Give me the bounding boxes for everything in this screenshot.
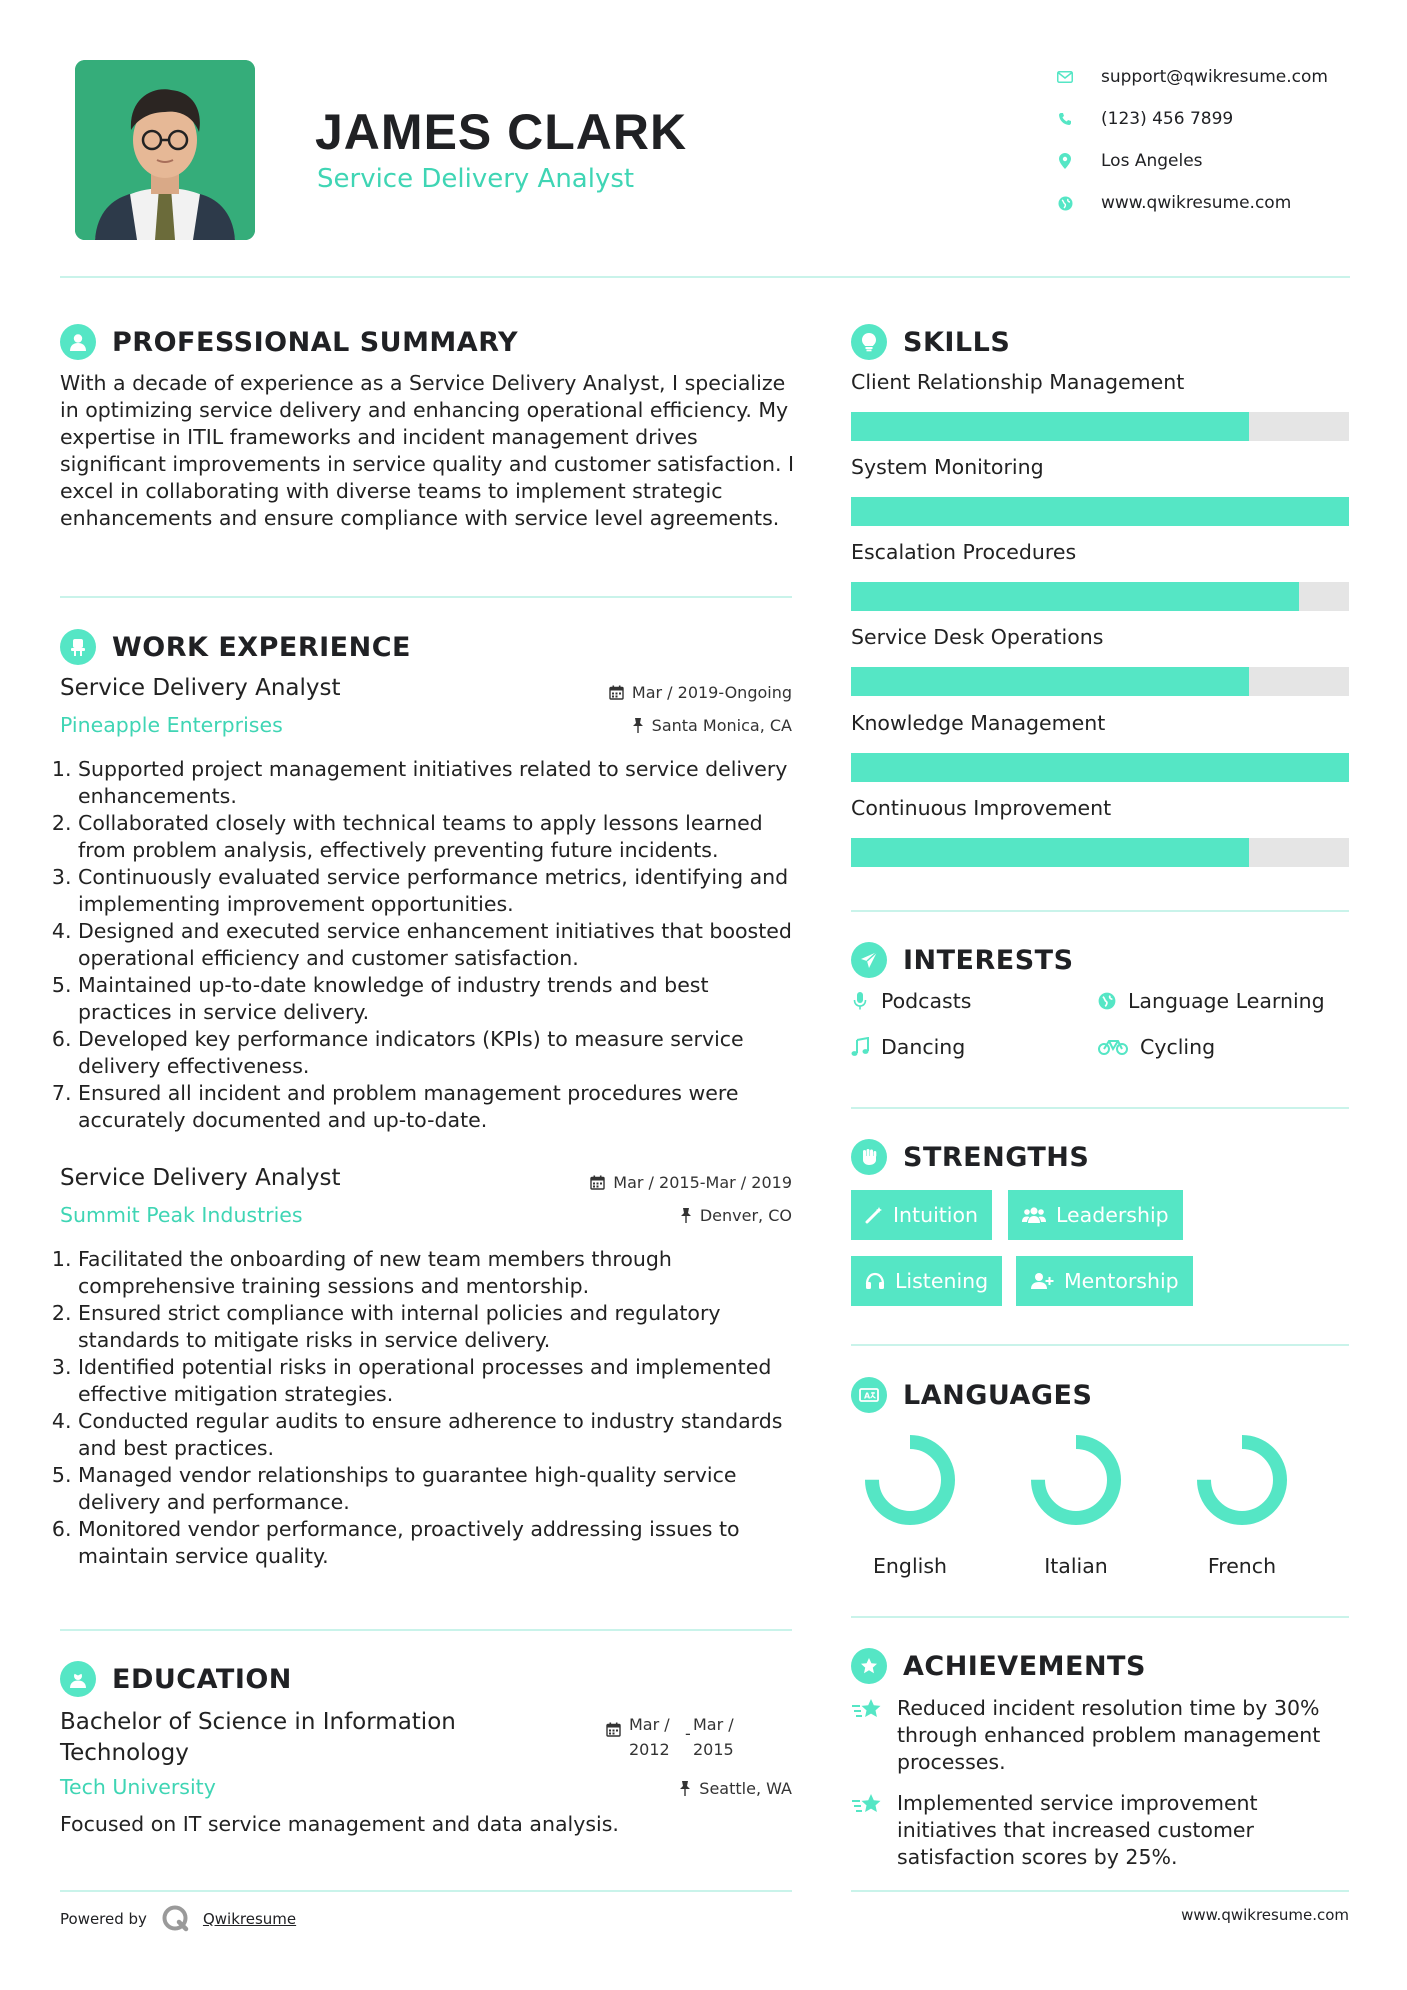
footer-website[interactable]: www.qwikresume.com: [1181, 1906, 1349, 1924]
strengths-heading: [851, 1139, 1089, 1175]
skill-label: Knowledge Management: [851, 711, 1106, 735]
language-label: Italian: [1044, 1554, 1108, 1578]
language-ring: [1026, 1430, 1126, 1530]
strength-label: Intuition: [893, 1203, 979, 1227]
education-start-month: Mar /: [629, 1715, 670, 1734]
lightbulb-icon: [851, 324, 887, 360]
interest-item: [851, 1035, 965, 1059]
education-school: Tech University: [60, 1775, 216, 1799]
skill-label: System Monitoring: [851, 455, 1044, 479]
magic-wand-icon: [865, 1206, 883, 1224]
envelope-icon: [1055, 67, 1075, 87]
job-2-title: Service Delivery Analyst: [60, 1165, 341, 1191]
microphone-icon: [851, 991, 869, 1011]
star-icon: [851, 1790, 885, 1871]
job-1-bullets: [60, 756, 800, 1134]
job-1-bullet: 2. Collaborated closely with technical teams to apply lessons learned from problem analysis, effectively preventing future incidents.: [78, 810, 800, 864]
headphones-icon: [865, 1272, 885, 1290]
languages-divider: [851, 1616, 1349, 1618]
calendar-icon: [609, 685, 624, 700]
skills-heading: [851, 324, 1010, 360]
skill-bar-fill: [851, 667, 1249, 696]
interests-divider: [851, 1107, 1349, 1109]
star-icon: [851, 1695, 885, 1776]
calendar-icon: [606, 1722, 621, 1737]
job-1-bullet: 6. Developed key performance indicators (KPIs) to measure service delivery effectiveness.: [78, 1026, 800, 1080]
skill-bar: [851, 412, 1349, 441]
job-1-company: Pineapple Enterprises: [60, 713, 283, 737]
job-2-date: [440, 1173, 792, 1192]
education-start-year: 2012: [629, 1740, 670, 1759]
job-2-bullets: [60, 1246, 800, 1570]
strength-tag: [1016, 1256, 1193, 1306]
skill-bar: [851, 838, 1349, 867]
education-description: Focused on IT service management and data analysis.: [60, 1812, 619, 1836]
contact-website[interactable]: [1055, 182, 1385, 224]
interest-label: Dancing: [881, 1035, 966, 1059]
job-2-location-text: Denver, CO: [699, 1206, 792, 1225]
skill-bar-fill: [851, 412, 1249, 441]
experience-divider: [60, 1629, 792, 1631]
job-2-bullet: 5. Managed vendor relationships to guarantee high-quality service delivery and performance.: [78, 1462, 800, 1516]
skill-bar: [851, 667, 1349, 696]
job-1-date-text: Mar / 2019-Ongoing: [631, 683, 792, 702]
contact-phone-text: (123) 456 7899: [1101, 109, 1234, 129]
calendar-icon: [590, 1175, 605, 1190]
job-2-company: Summit Peak Industries: [60, 1203, 303, 1227]
summary-divider: [60, 596, 792, 598]
globe-icon: [1098, 992, 1116, 1010]
strength-tag: [851, 1190, 992, 1240]
summary-text: With a decade of experience as a Service Delivery Analyst, I specialize in optimizing service delivery and enhancing operational efficiency. My expertise in ITIL frameworks and incident management drives significant improvements in service quality and customer satisfaction. I excel in collaborating with diverse teams to implement strategic enhancements and ensure compliance with service level agreements.: [60, 371, 795, 530]
header-divider: [60, 276, 1350, 278]
skill-bar-fill: [851, 582, 1299, 611]
job-1-bullet: 1. Supported project management initiatives related to service delivery enhancements.: [78, 756, 800, 810]
job-1-title: Service Delivery Analyst: [60, 675, 341, 701]
education-degree-line2: Technology: [60, 1740, 189, 1766]
user-icon: [60, 324, 96, 360]
skill-item: [851, 455, 1349, 526]
education-end: [693, 1712, 734, 1762]
achievements-divider: [851, 1890, 1349, 1892]
achievement-text: Implemented service improvement initiatives that increased customer satisfaction scores by 25%.: [897, 1791, 1258, 1869]
skill-bar-fill: [851, 753, 1349, 782]
education-degree-line1: Bachelor of Science in Information: [60, 1709, 456, 1735]
strength-tag: [851, 1256, 1002, 1306]
languages-heading: [851, 1377, 1092, 1413]
achievement-text: Reduced incident resolution time by 30% through enhanced problem management processes.: [897, 1696, 1321, 1774]
education-dates: [606, 1712, 734, 1762]
language-item: [850, 1430, 970, 1578]
pushpin-icon: [632, 718, 644, 733]
summary-title: PROFESSIONAL SUMMARY: [112, 326, 519, 358]
language-ring: [860, 1430, 960, 1530]
globe-icon: [1055, 193, 1075, 213]
candidate-name: JAMES CLARK: [315, 104, 688, 160]
job-1-date: [440, 683, 792, 702]
education-divider: [60, 1890, 792, 1892]
interest-label: Podcasts: [881, 989, 972, 1013]
skill-bar: [851, 753, 1349, 782]
skill-item: [851, 796, 1349, 867]
job-2-bullet: 6. Monitored vendor performance, proactively addressing issues to maintain service quality.: [78, 1516, 800, 1570]
education-end-year: 2015: [693, 1740, 734, 1759]
candidate-role: Service Delivery Analyst: [317, 164, 635, 194]
education-heading: [60, 1661, 292, 1697]
pushpin-icon: [679, 1781, 691, 1796]
interest-item: [851, 989, 971, 1013]
interests-title: INTERESTS: [903, 944, 1074, 976]
skill-item: [851, 625, 1349, 696]
skills-title: SKILLS: [903, 326, 1011, 358]
skill-label: Escalation Procedures: [851, 540, 1077, 564]
skills-divider: [851, 910, 1349, 912]
job-2-bullet: 1. Facilitated the onboarding of new team members through comprehensive training sessions and mentorship.: [78, 1246, 800, 1300]
skill-bar: [851, 582, 1349, 611]
strengths-divider: [851, 1344, 1349, 1346]
job-1-bullet: 3. Continuously evaluated service performance metrics, identifying and implementing improvement opportunities.: [78, 864, 800, 918]
language-label: English: [872, 1554, 948, 1578]
languages-title: LANGUAGES: [903, 1379, 1093, 1411]
language-item: [1182, 1430, 1302, 1578]
achievements-heading: [851, 1648, 1146, 1684]
strength-label: Mentorship: [1064, 1269, 1179, 1293]
phone-icon: [1055, 109, 1075, 129]
contact-email[interactable]: [1055, 56, 1385, 98]
star-badge-icon: [851, 1648, 887, 1684]
graduate-icon: [60, 1661, 96, 1697]
map-pin-icon: [1055, 151, 1075, 171]
skill-item: [851, 711, 1349, 782]
interests-heading: [851, 942, 1074, 978]
skill-bar: [851, 497, 1349, 526]
education-start: [629, 1712, 685, 1762]
job-1-location-text: Santa Monica, CA: [651, 716, 792, 735]
skill-label: Service Desk Operations: [851, 625, 1104, 649]
strength-label: Listening: [895, 1269, 989, 1293]
language-ring-arc: [1204, 1442, 1280, 1518]
music-note-icon: [851, 1037, 869, 1057]
language-item: [1016, 1430, 1136, 1578]
language-ring-arc: [1038, 1442, 1114, 1518]
education-location: [440, 1779, 792, 1798]
experience-title: WORK EXPERIENCE: [112, 631, 411, 663]
contact-website-text: www.qwikresume.com: [1101, 193, 1292, 213]
strengths-title: STRENGTHS: [903, 1141, 1090, 1173]
job-2-date-text: Mar / 2015-Mar / 2019: [613, 1173, 792, 1192]
skill-bar-fill: [851, 497, 1349, 526]
paper-plane-icon: [851, 942, 887, 978]
strength-tag: [1008, 1190, 1183, 1240]
achievement-item: [851, 1695, 1351, 1776]
strength-label: Leadership: [1056, 1203, 1169, 1227]
education-location-text: Seattle, WA: [699, 1779, 792, 1798]
job-2-location: [440, 1206, 792, 1225]
footer-powered: [60, 1904, 296, 1934]
interest-label: Language Learning: [1128, 989, 1325, 1013]
interest-item: [1098, 989, 1325, 1013]
job-1-bullet: 4. Designed and executed service enhancement initiatives that boosted operational efficiency and customer satisfaction.: [78, 918, 800, 972]
job-1-location: [440, 716, 792, 735]
bicycle-icon: [1098, 1038, 1128, 1056]
contact-location-text: Los Angeles: [1101, 151, 1203, 171]
skill-item: [851, 370, 1349, 441]
education-end-month: Mar /: [693, 1715, 734, 1734]
contact-phone[interactable]: [1055, 98, 1385, 140]
job-1-bullet: 7. Ensured all incident and problem management procedures were accurately documented and up-to-date.: [78, 1080, 800, 1134]
education-degree: [60, 1707, 456, 1769]
skill-bar-fill: [851, 838, 1249, 867]
language-ring: [1192, 1430, 1292, 1530]
contact-location: [1055, 140, 1385, 182]
skill-item: [851, 540, 1349, 611]
job-2-bullet: 4. Conducted regular audits to ensure adherence to industry standards and best practices.: [78, 1408, 800, 1462]
qwikresume-logo-icon: [161, 1904, 191, 1934]
skill-label: Client Relationship Management: [851, 370, 1185, 394]
powered-by-label: Powered by: [60, 1910, 147, 1928]
interest-label: Cycling: [1140, 1035, 1216, 1059]
contact-email-text: support@qwikresume.com: [1101, 67, 1328, 87]
pushpin-icon: [680, 1208, 692, 1223]
job-2-bullet: 3. Identified potential risks in operational processes and implemented effective mitigation strategies.: [78, 1354, 800, 1408]
profile-photo-illustration: [75, 60, 255, 240]
education-title: EDUCATION: [112, 1663, 292, 1695]
user-plus-icon: [1030, 1272, 1054, 1290]
svg-text:A: A: [864, 1391, 871, 1401]
group-icon: [1022, 1206, 1046, 1224]
fist-icon: [851, 1139, 887, 1175]
summary-heading: [60, 324, 518, 360]
skill-label: Continuous Improvement: [851, 796, 1112, 820]
language-label: French: [1207, 1554, 1277, 1578]
language-ring-arc: [872, 1442, 948, 1518]
education-date-separator: -: [685, 1724, 691, 1743]
contact-block: [1055, 56, 1385, 224]
profile-photo: [75, 60, 255, 240]
achievements-title: ACHIEVEMENTS: [903, 1650, 1146, 1682]
qwikresume-link[interactable]: Qwikresume: [202, 1910, 297, 1928]
experience-heading: [60, 629, 411, 665]
language-icon: [851, 1377, 887, 1413]
job-2-bullet: 2. Ensured strict compliance with internal policies and regulatory standards to mitigate risks in service delivery.: [78, 1300, 800, 1354]
achievement-item: [851, 1790, 1351, 1871]
chair-icon: [60, 629, 96, 665]
interest-item: [1098, 1035, 1215, 1059]
job-1-bullet: 5. Maintained up-to-date knowledge of industry trends and best practices in service delivery.: [78, 972, 800, 1026]
